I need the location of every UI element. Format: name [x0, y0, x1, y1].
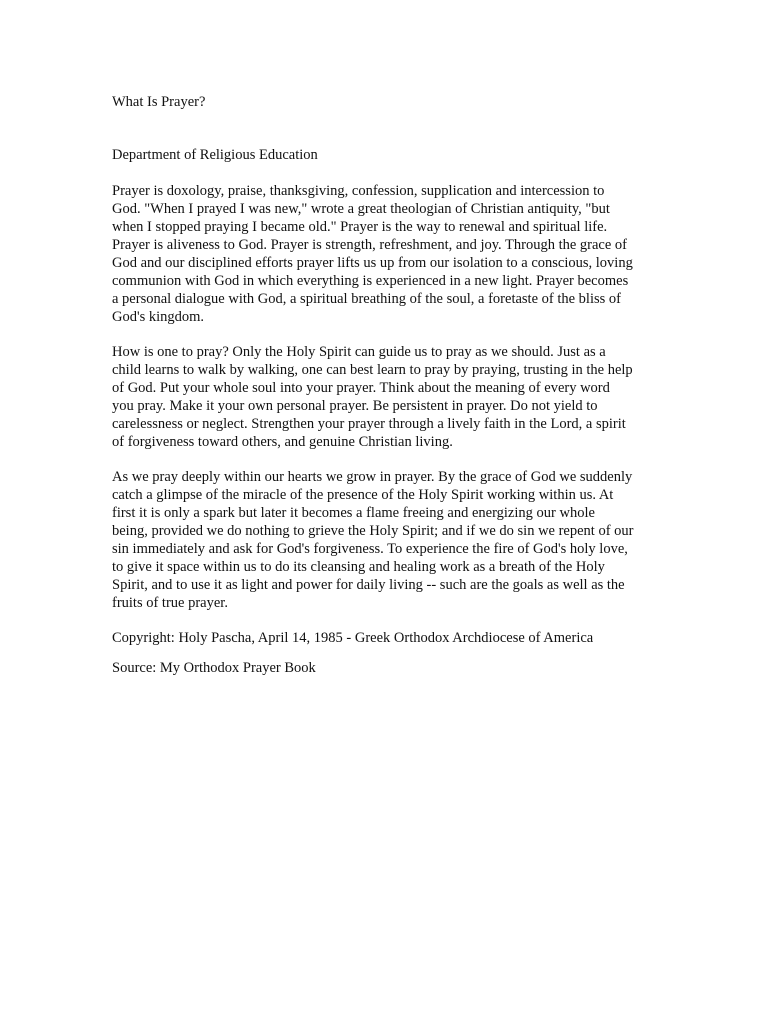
- text-line: first it is only a spark but later it becomes a flame freeing and energizing our whole: [112, 505, 595, 521]
- text-line: As we pray deeply within our hearts we grow in prayer. By the grace of God we suddenly: [112, 469, 633, 485]
- text-line: God's kingdom.: [112, 309, 205, 325]
- text-line: Prayer is aliveness to God. Prayer is strength, refreshment, and joy. Through the grace of: [112, 237, 628, 253]
- paragraph-3: [112, 468, 642, 612]
- text-line: of forgiveness toward others, and genuine Christian living.: [112, 434, 453, 450]
- copyright-notice: Copyright: Holy Pascha, April 14, 1985 - Greek Orthodox Archdiocese of America: [112, 630, 594, 646]
- text-line: a personal dialogue with God, a spiritual breathing of the soul, a foretaste of the bliss of: [112, 291, 621, 307]
- text-line: of God. Put your whole soul into your prayer. Think about the meaning of every word: [112, 380, 610, 396]
- document-title: What Is Prayer?: [112, 94, 206, 110]
- document-body: [112, 182, 642, 689]
- source-note: Source: My Orthodox Prayer Book: [112, 660, 316, 676]
- text-line: to give it space within us to do its cleansing and healing work as a breath of the Holy: [112, 559, 605, 575]
- text-line: child learns to walk by walking, one can best learn to pray by praying, trusting in the help: [112, 362, 633, 378]
- text-line: being, provided we do nothing to grieve the Holy Spirit; and if we do sin we repent of our: [112, 523, 634, 539]
- text-line: Prayer is doxology, praise, thanksgiving, confession, supplication and intercession to: [112, 183, 605, 199]
- text-line: communion with God in which everything is experienced in a new light. Prayer becomes: [112, 273, 629, 289]
- text-line: fruits of true prayer.: [112, 595, 228, 611]
- text-line: How is one to pray? Only the Holy Spirit can guide us to pray as we should. Just as a: [112, 344, 606, 360]
- department-name: Department of Religious Education: [112, 147, 318, 163]
- paragraph-1: [112, 182, 642, 326]
- text-line: carelessness or neglect. Strengthen your prayer through a lively faith in the Lord, a spirit: [112, 416, 626, 432]
- text-line: when I stopped praying I became old." Prayer is the way to renewal and spiritual life.: [112, 219, 608, 235]
- paragraph-2: [112, 343, 642, 451]
- text-line: God. "When I prayed I was new," wrote a great theologian of Christian antiquity, "but: [112, 201, 610, 217]
- text-line: Spirit, and to use it as light and power for daily living -- such are the goals as well as the: [112, 577, 625, 593]
- text-line: catch a glimpse of the miracle of the presence of the Holy Spirit working within us. At: [112, 487, 614, 503]
- text-line: sin immediately and ask for God's forgiveness. To experience the fire of God's holy love,: [112, 541, 628, 557]
- text-line: God and our disciplined efforts prayer lifts us up from our isolation to a conscious, loving: [112, 255, 633, 271]
- text-line: you pray. Make it your own personal prayer. Be persistent in prayer. Do not yield to: [112, 398, 598, 414]
